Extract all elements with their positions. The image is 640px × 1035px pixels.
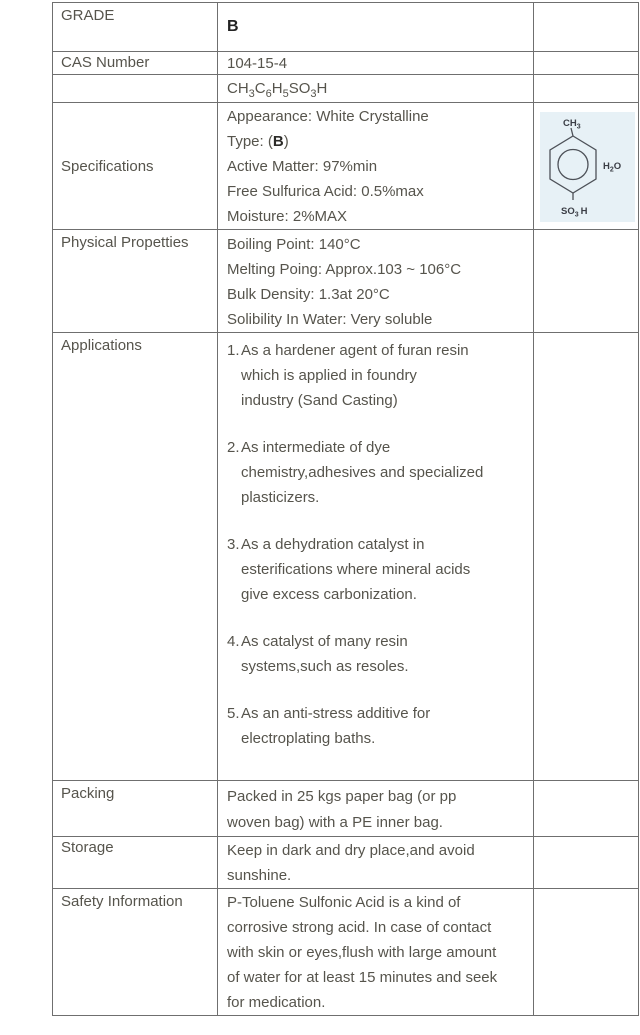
application-line: As catalyst of many resin <box>241 633 408 650</box>
formula-subscript: 6 <box>265 88 272 100</box>
ch3-label: $CH_3$ <box>563 118 581 131</box>
safety-line: for medication. <box>227 994 326 1011</box>
empty-cell <box>534 837 639 889</box>
formula-part: H <box>271 80 283 97</box>
molecule-structure-image <box>540 112 635 222</box>
phys-line-boiling: Boiling Point: 140°C <box>227 236 361 253</box>
formula-part: C <box>254 80 266 97</box>
grade-label: GRADE <box>53 3 218 52</box>
spec-line-type <box>227 129 533 154</box>
application-item <box>227 338 533 413</box>
storage-line: Keep in dark and dry place,and avoid <box>227 842 475 859</box>
empty-cell <box>53 75 218 103</box>
phys-line-melting: Melting Poing: Approx.103 ~ 106°C <box>227 261 462 278</box>
item-number: 2. <box>227 439 240 456</box>
spec-type-suffix: ) <box>283 133 289 150</box>
safety-information-value-cell <box>218 889 534 1016</box>
h2o-label: $H_2O$ <box>603 161 622 174</box>
item-number: 5. <box>227 705 240 722</box>
table-row-cas <box>53 52 639 75</box>
physical-properties-label: Physical Propetties <box>53 230 218 333</box>
storage-label: Storage <box>53 837 218 889</box>
packing-value-cell <box>218 781 534 837</box>
formula-subscript: 3 <box>248 88 255 100</box>
application-line: electroplating baths. <box>241 730 376 747</box>
applications-label: Applications <box>53 333 218 781</box>
table-row-storage <box>53 837 639 889</box>
application-line: As intermediate of dye <box>241 439 391 456</box>
formula-subscript: 3 <box>310 88 317 100</box>
cas-number-value: 104-15-4 <box>218 52 534 75</box>
structure-cell <box>534 103 639 230</box>
application-line: As a hardener agent of furan resin <box>241 342 469 359</box>
spec-line-appearance: Appearance: White Crystalline <box>227 108 429 125</box>
storage-value-cell <box>218 837 534 889</box>
applications-value-cell <box>218 333 534 781</box>
application-line: As a dehydration catalyst in <box>241 536 425 553</box>
physical-properties-value-cell <box>218 230 534 333</box>
application-line: chemistry,adhesives and specialized <box>241 464 484 481</box>
item-number: 3. <box>227 536 240 553</box>
product-spec-table <box>52 2 639 1016</box>
packing-line: woven bag) with a PE inner bag. <box>227 814 443 831</box>
safety-line: P-Toluene Sulfonic Acid is a kind of <box>227 894 461 911</box>
formula-part: H <box>316 80 328 97</box>
so3h-label: $SO_3$ H <box>561 206 588 219</box>
spec-line-active-matter: Active Matter: 97%min <box>227 158 378 175</box>
empty-cell <box>534 3 639 52</box>
application-line: systems,such as resoles. <box>241 658 409 675</box>
application-line: industry (Sand Casting) <box>241 392 398 409</box>
application-item <box>227 532 533 607</box>
spec-type-prefix: Type: ( <box>227 133 273 150</box>
empty-cell <box>534 75 639 103</box>
safety-line: of water for at least 15 minutes and seek <box>227 969 498 986</box>
empty-cell <box>534 333 639 781</box>
table-row-applications <box>53 333 639 781</box>
safety-information-label: Safety Information <box>53 889 218 1016</box>
empty-cell <box>534 889 639 1016</box>
cas-number-label: CAS Number <box>53 52 218 75</box>
table-row-packing <box>53 781 639 837</box>
table-row-formula <box>53 75 639 103</box>
table-row-specifications <box>53 103 639 230</box>
storage-line: sunshine. <box>227 867 292 884</box>
specifications-value-cell <box>218 103 534 230</box>
packing-line: Packed in 25 kgs paper bag (or pp <box>227 788 457 805</box>
formula-part: CH <box>227 80 249 97</box>
chemical-formula <box>218 75 534 103</box>
application-line: plasticizers. <box>241 489 320 506</box>
item-number: 4. <box>227 633 240 650</box>
formula-subscript: 5 <box>282 88 289 100</box>
application-line: give excess carbonization. <box>241 586 417 603</box>
grade-value: B <box>218 3 534 52</box>
spec-line-free-acid: Free Sulfurica Acid: 0.5%max <box>227 183 424 200</box>
spec-type-grade: B <box>272 133 284 150</box>
specifications-label: Specifications <box>53 103 218 230</box>
table-row-physical-properties <box>53 230 639 333</box>
application-item <box>227 701 533 751</box>
application-line: esterifications where mineral acids <box>241 561 471 578</box>
safety-line: with skin or eyes,flush with large amount <box>227 944 497 961</box>
application-line: As an anti-stress additive for <box>241 705 431 722</box>
application-line: which is applied in foundry <box>241 367 417 384</box>
table-row-safety-information <box>53 889 639 1016</box>
empty-cell <box>534 230 639 333</box>
phys-line-density: Bulk Density: 1.3at 20°C <box>227 286 390 303</box>
empty-cell <box>534 52 639 75</box>
safety-line: corrosive strong acid. In case of contact <box>227 919 492 936</box>
spec-line-moisture: Moisture: 2%MAX <box>227 208 348 225</box>
application-item <box>227 629 533 679</box>
application-item <box>227 435 533 510</box>
item-number: 1. <box>227 342 240 359</box>
empty-cell <box>534 781 639 837</box>
packing-label: Packing <box>53 781 218 837</box>
phys-line-solubility: Solibility In Water: Very soluble <box>227 311 433 328</box>
table-row-grade <box>53 3 639 52</box>
formula-part: SO <box>288 80 311 97</box>
